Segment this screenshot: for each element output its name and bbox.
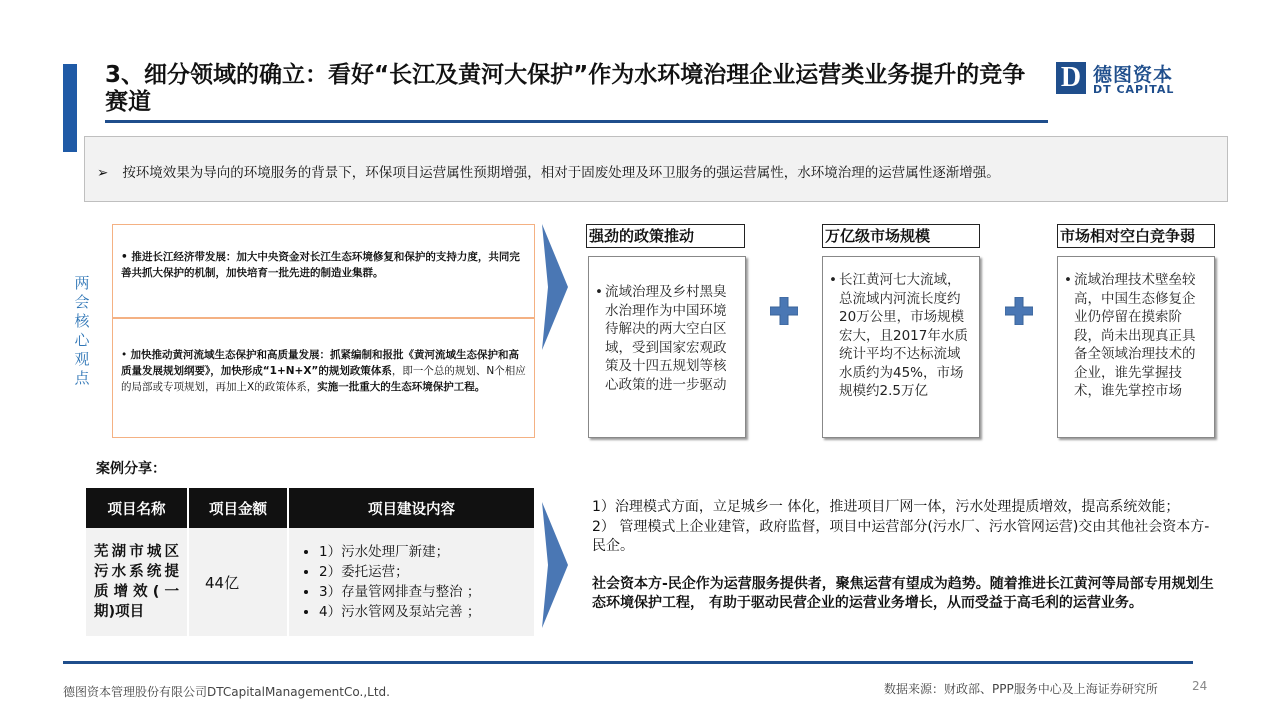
- policy-text: 推进长江经济带发展：加大中央资金对长江生态环境修复和保护的支持力度，共同完善共抓大保护的机制，加快培育一批先进的制造业集群。: [121, 251, 520, 279]
- factor-body: 长江黄河七大流域，总流域内河流长度约20万公里，市场规模宏大，且2017年水质统计平均不达标流域水质约为45%，市场规模约2.5万亿: [839, 272, 968, 399]
- logo-chinese-name: 德图资本: [1093, 64, 1174, 86]
- summary-box: [84, 136, 1228, 202]
- summary-text: 按环境效果为导向的环境服务的背景下，环保项目运营属性预期增强，相对于固废处理及环卫服务的强运营属性，水环境治理的运营属性逐渐增强。: [122, 165, 1000, 181]
- policy-text-normal: ，即一个总的规划、N个相应的局部或专项规划，再加上X的政策体系，: [121, 365, 526, 393]
- case-note-management: 2） 管理模式上企业建管，政府监督，项目中运营部分(污水厂、污水管网运营)交由其他社会资本方-民企。: [592, 518, 1210, 554]
- page-title: 3、细分领域的确立：看好“长江及黄河大保护”作为水环境治理企业运营类业务提升的竞争赛道: [105, 62, 1026, 115]
- policy-text-bold-tail: 实施一批重大的生态环境保护工程。: [317, 381, 486, 393]
- factor-heading-competition: 市场相对空白竞争弱: [1057, 224, 1215, 248]
- policy-text-yangtze: [121, 249, 526, 281]
- case-table: [86, 488, 534, 636]
- company-logo: [1056, 62, 1186, 98]
- summary-line: [97, 161, 1000, 181]
- plus-icon: [1005, 297, 1033, 325]
- bullet-icon: •: [1064, 272, 1072, 288]
- logo-english-name: DT CAPITAL: [1093, 83, 1175, 96]
- case-note-governance: 1）治理模式方面，立足城乡一 体化，推进项目厂网一体，污水处理提质增效，提高系统效能；: [592, 499, 1180, 515]
- bullet-icon: •: [121, 349, 128, 361]
- factor-heading-policy: 强劲的政策推动: [586, 224, 745, 248]
- bullet-icon: •: [595, 284, 603, 300]
- list-item: • 3）存量管网排查与整治 ；: [319, 582, 534, 602]
- side-label: 两会核心观点: [74, 274, 90, 387]
- policy-box-yangtze: [112, 224, 535, 318]
- factor-heading-market-size: 万亿级市场规模: [822, 224, 980, 248]
- footer-company: 德图资本管理股份有限公司DTCapitalManagementCo.,Ltd.: [63, 685, 390, 699]
- factor-text: [1064, 271, 1206, 401]
- chevron-right-icon: [542, 502, 568, 628]
- bullet-icon: •: [829, 272, 837, 288]
- factor-card-policy: [588, 256, 746, 438]
- column-header-content: 项目建设内容: [288, 488, 534, 528]
- factor-card-market-size: [822, 256, 980, 438]
- page-number: 24: [1192, 679, 1208, 693]
- title-accent-bar: [63, 64, 77, 152]
- policy-text-yellow-river: [121, 347, 526, 395]
- arrow-bullet-icon: ➢: [97, 165, 109, 181]
- footer-source: 数据来源：财政部、PPP服务中心及上海证券研究所: [884, 682, 1158, 696]
- project-amount-cell: 44亿: [188, 528, 288, 636]
- list-item: • 4）污水管网及泵站完善 ；: [319, 602, 534, 622]
- factor-card-competition: [1057, 256, 1215, 438]
- project-content-cell: [288, 528, 534, 636]
- case-notes: [592, 498, 1214, 614]
- factor-body: 流域治理及乡村黑臭水治理作为中国环境待解决的两大空白区域，受到国家宏观政策及十四五规划等核心政策的进一步驱动: [605, 284, 727, 393]
- content-list: [301, 542, 534, 622]
- bullet-icon: •: [121, 251, 128, 263]
- factor-text: [595, 283, 737, 394]
- case-conclusion: 社会资本方-民企作为运营服务提供者，聚焦运营有望成为趋势。随着推进长江黄河等局部专用规划生态环境保护工程， 有助于驱动民营企业的运营业务增长，从而受益于高毛利的运营业务。: [592, 575, 1214, 611]
- chevron-right-icon: [542, 224, 568, 350]
- list-item: • 2）委托运营；: [319, 562, 534, 582]
- table-header-row: [86, 488, 534, 528]
- project-name-cell: 芜湖市城区污水系统提质增效(一期)项目: [86, 528, 188, 636]
- case-label: 案例分享：: [96, 461, 166, 477]
- column-header-amount: 项目金额: [188, 488, 288, 528]
- policy-text-bold: 加快推动黄河流域生态保护和高质量发展：抓紧编制和报批《黄河流域生态保护和高质量发展规划纲要》，加快形成“1+N+X”的规划政策体系: [121, 349, 520, 377]
- logo-mark: D: [1056, 62, 1086, 94]
- factor-text: [829, 271, 971, 401]
- column-header-name: 项目名称: [86, 488, 188, 528]
- footer-divider: [63, 661, 1193, 664]
- title-underline: [105, 120, 1048, 123]
- plus-icon: [770, 297, 798, 325]
- list-item: • 1）污水处理厂新建；: [319, 542, 534, 562]
- factor-body: 流域治理技术壁垒较高，中国生态修复企业仍停留在摸索阶段，尚未出现真正具备全领域治理技术的企业，谁先掌握技术，谁先掌控市场: [1074, 272, 1196, 399]
- table-row: [86, 528, 534, 636]
- policy-box-yellow-river: [112, 318, 535, 438]
